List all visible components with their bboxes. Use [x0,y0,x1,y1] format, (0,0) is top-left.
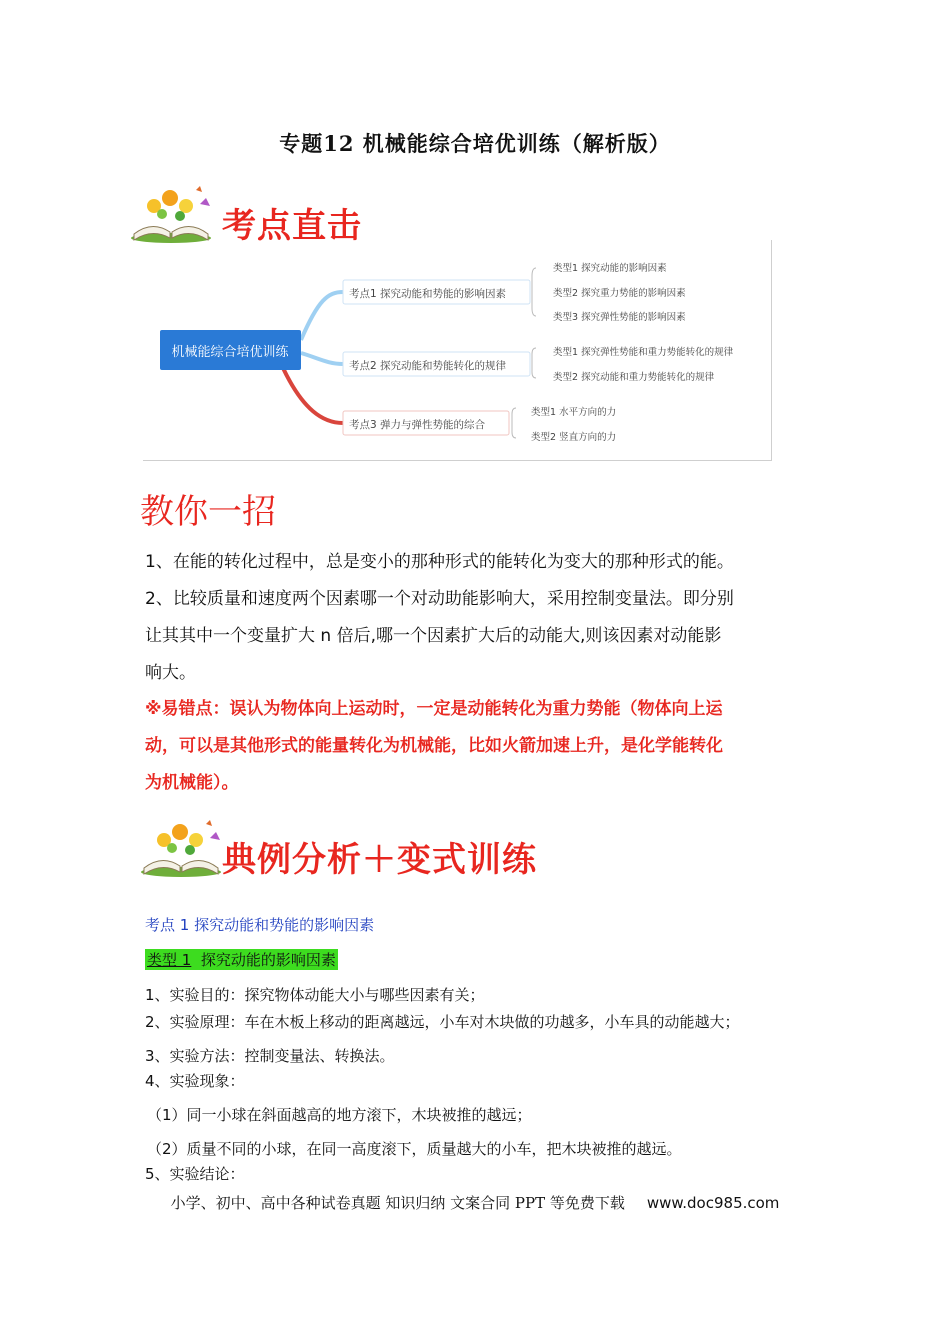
page-footer [0,1192,950,1213]
mindmap-leaf-1-2: 类型2 探究重力势能的影响因素 [553,288,686,299]
item-3: 3、实验方法：控制变量法、转换法。 [145,1047,395,1065]
mindmap-leaf-1-1: 类型1 探究动能的影响因素 [553,263,667,274]
mindmap-leaf-3-1: 类型1 水平方向的力 [531,407,617,418]
item-6: （2）质量不同的小球，在同一高度滚下，质量越大的小车，把木块被推的越远。 [147,1140,682,1158]
tip-line-1: 1、在能的转化过程中，总是变小的那种形式的能转化为变大的那种形式的能。 [145,552,734,572]
mindmap-branch-2: 考点2 探究动能和势能转化的规律 [349,360,507,372]
warning-line-2: 动，可以是其他形式的能量转化为机械能，比如火箭加速上升，是化学能转化 [145,736,723,756]
tips-heading: 教你一招 [140,492,276,532]
leixing-1-text: 探究动能的影响因素 [200,951,336,969]
leixing-1-heading [145,949,338,970]
warning-line-3: 为机械能）。 [145,773,239,793]
tip-line-2a: 2、比较质量和速度两个因素哪一个对动助能影响大，采用控制变量法。即分别 [145,589,734,609]
leixing-1-prefix: 类型 1 [147,951,192,969]
item-2: 2、实验原理：车在木板上移动的距离越远，小车对木块做的功越多，小车具的动能越大； [145,1013,740,1031]
mindmap-leaf-2-1: 类型1 探究弹性势能和重力势能转化的规律 [553,347,734,358]
item-5: （1）同一小球在斜面越高的地方滚下，木块被推的越远； [147,1106,532,1124]
kaodian-1-heading: 考点 1 探究动能和势能的影响因素 [145,916,375,934]
document-title: 专题12 机械能综合培优训练（解析版） [279,131,671,156]
mindmap-leaf-1-3: 类型3 探究弹性势能的影响因素 [553,312,686,323]
item-1: 1、实验目的：探究物体动能大小与哪些因素有关； [145,986,485,1004]
section-heading-kaodian: 考点直击 [222,206,362,246]
open-book-icon-2 [136,818,226,880]
tip-line-2c: 响大。 [145,663,196,683]
footer-site-link[interactable]: www.doc985.com [646,1194,780,1212]
mindmap-diagram [143,240,772,461]
mindmap-branch-3: 考点3 弹力与弹性势能的综合 [349,419,486,431]
tip-line-2b: 让其其中一个变量扩大 n 倍后,哪一个因素扩大后的动能大,则该因素对动能影 [145,626,722,646]
open-book-icon [126,184,216,246]
warning-line-1: ※易错点：误认为物体向上运动时，一定是动能转化为重力势能（物体向上运 [145,699,723,719]
mindmap-root: 机械能综合培优训练 [171,345,289,360]
mindmap-branch-1: 考点1 探究动能和势能的影响因素 [349,288,507,300]
item-7: 5、实验结论： [145,1165,245,1183]
footer-text: 小学、初中、高中各种试卷真题 知识归纳 文案合同 PPT 等免费下载 [170,1194,625,1212]
section-heading-dianli: 典例分析＋变式训练 [222,840,537,880]
mindmap-leaf-3-2: 类型2 竖直方向的力 [531,432,617,443]
mindmap-leaf-2-2: 类型2 探究动能和重力势能转化的规律 [553,372,715,383]
item-4: 4、实验现象： [145,1072,245,1090]
